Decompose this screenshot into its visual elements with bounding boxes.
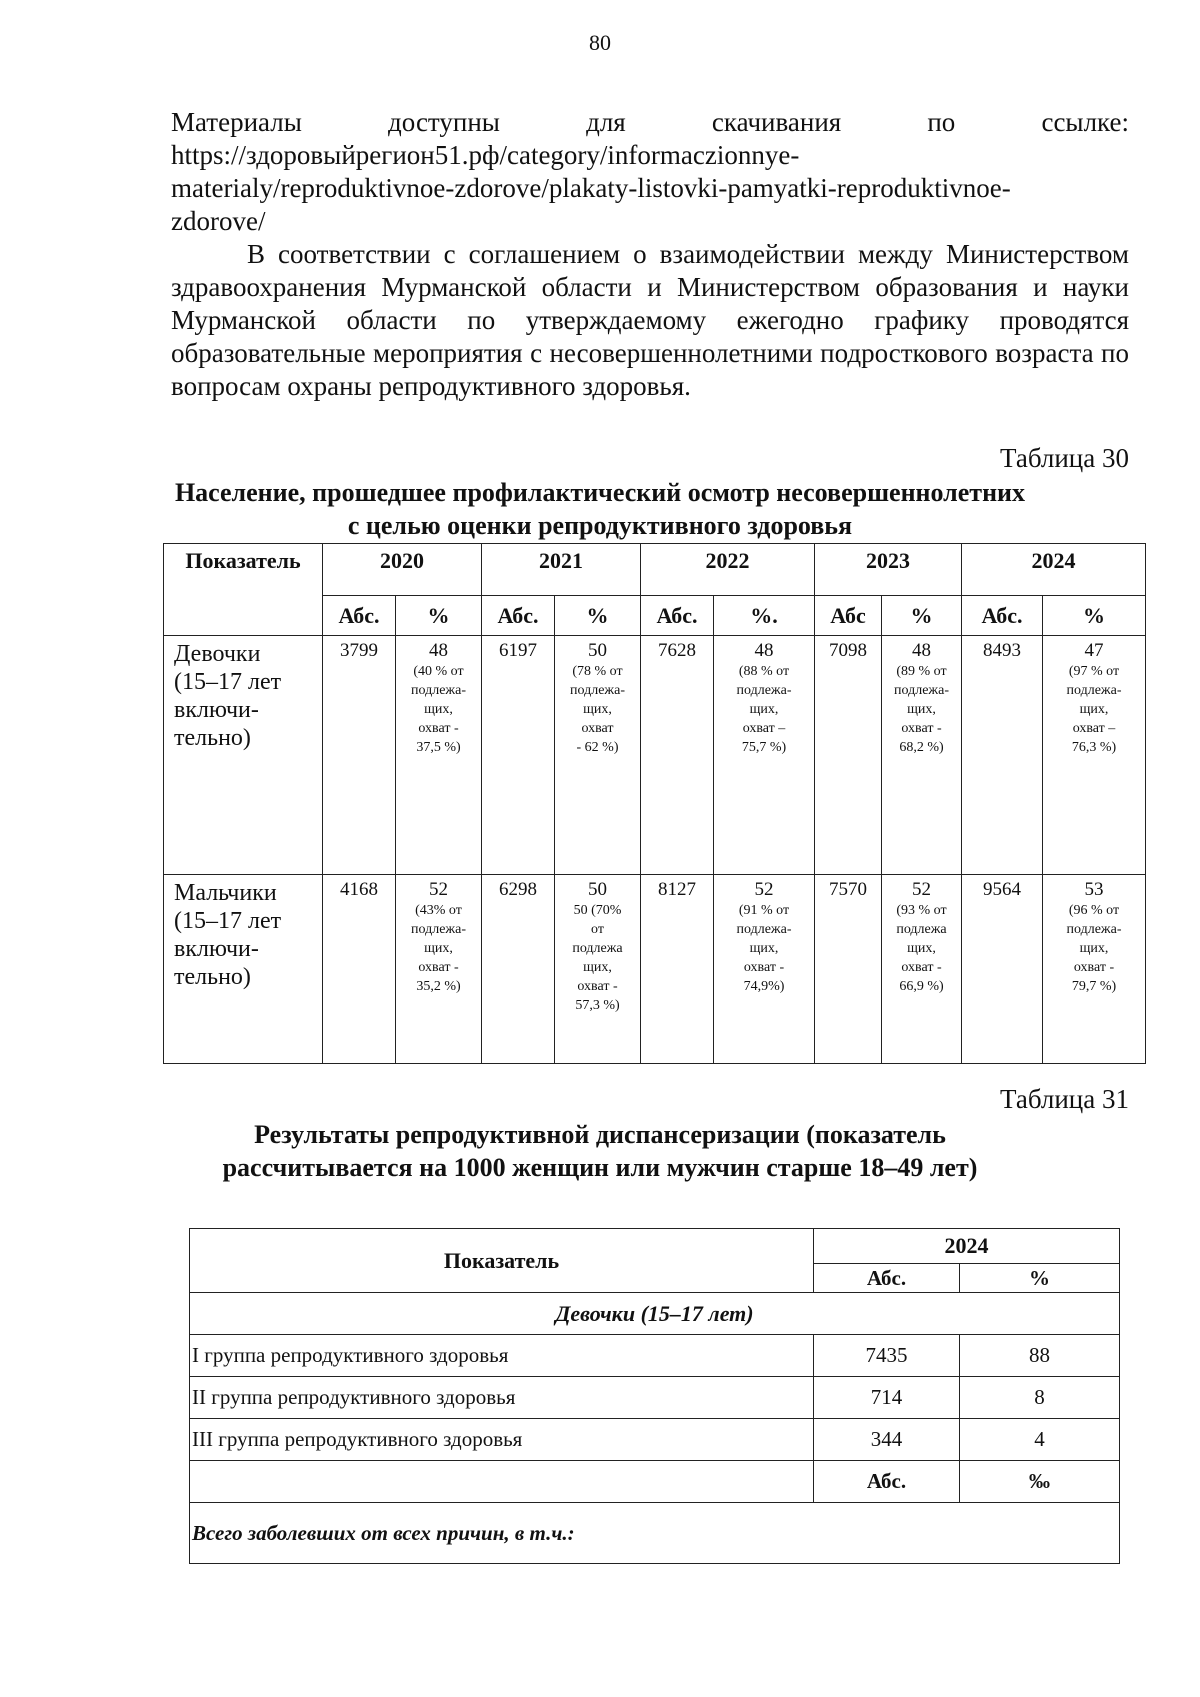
cell-pct [1043,636,1146,875]
pct-value: 52 [754,879,774,900]
table30-title-line2: с целью оценки репродуктивного здоровья [347,511,853,540]
intro-word: Материалы [171,107,302,137]
pct-value: 52 [912,879,931,900]
table30-subheader: % [555,596,641,636]
cell-pct: 4 [960,1419,1120,1461]
cell-pct [396,875,482,1064]
row-label: I группа репродуктивного здоровья [190,1335,814,1377]
cell-abs: 8493 [962,636,1043,875]
pct-note-line: охват - [418,721,459,736]
table30-subheader: %. [714,596,815,636]
pct-note-line: щих, [583,702,612,717]
cell-abs: 7628 [641,636,714,875]
pct-note-line: - 62 %) [576,740,619,755]
pct-note-line: подлежа- [411,922,466,937]
row-label-line: включи- [174,697,259,723]
pct-note-line: щих, [1079,702,1109,717]
table31-header-indicator: Показатель [190,1229,814,1293]
pct-note-line: 74,9%) [743,979,785,994]
table30-subheader: % [396,596,482,636]
cell-abs: 4168 [323,875,396,1064]
table31-subheader-abs: Абс. [814,1264,960,1293]
pct-note-line: охват - [1073,960,1115,975]
table-row [164,636,1146,875]
pct-note [729,662,799,757]
page-number: 80 [589,30,611,55]
table30-year-header: 2022 [641,544,815,596]
download-link-line-1[interactable]: https://здоровыйрегион51.рф/category/informaczionnye- [171,140,800,170]
pct-note-line: охват - [901,721,942,736]
pct-note-line: подлежа- [570,683,625,698]
table-row [190,1419,1120,1461]
table31-subheader-permille: ‰ [960,1461,1120,1503]
pct-note-line: (97 % от [1068,664,1120,679]
pct-note-line: подлежа [896,922,947,937]
pct-note-line: (40 % от [413,664,464,679]
table30 [163,543,1146,1064]
pct-note [729,901,799,996]
cell-pct [714,875,815,1064]
table31-total-row: Всего заболевших от всех причин, в т.ч.: [190,1503,1120,1564]
pct-note-line: подлежа- [411,683,466,698]
cell-abs: 8127 [641,875,714,1064]
table30-year-header: 2024 [962,544,1146,596]
cell-abs: 714 [814,1377,960,1419]
cell-pct [882,875,962,1064]
row-label-line: включи- [174,936,259,962]
pct-note-line: 76,3 %) [1071,740,1117,755]
pct-note [563,901,633,1015]
intro-word: для [586,107,626,137]
table30-subheader: Абс. [482,596,555,636]
pct-value: 48 [912,640,931,661]
pct-note-line: щих, [749,702,779,717]
pct-value: 48 [754,640,774,661]
intro-text [171,106,1129,403]
cell-pct: 8 [960,1377,1120,1419]
row-label [164,636,323,875]
pct-note-line: 57,3 %) [575,998,620,1013]
row-label-line: тельно) [174,725,251,751]
pct-note-line: охват - [743,960,785,975]
pct-note-line: (91 % от [738,903,790,918]
pct-note-line: охват – [1072,721,1116,736]
pct-note-line: (88 % от [738,664,790,679]
pct-note-line: 75,7 %) [741,740,787,755]
cell-pct [882,636,962,875]
table30-subheader: % [1043,596,1146,636]
pct-note-line: подлежа- [1066,922,1122,937]
pct-note [887,662,957,757]
table-row [190,1377,1120,1419]
table31-title-line2: рассчитывается на 1000 женщин или мужчин старше 18–49 лет) [222,1153,978,1182]
table30-subheader: Абс. [641,596,714,636]
row-label: II группа репродуктивного здоровья [190,1377,814,1419]
pct-note-line: (78 % от [572,664,623,679]
pct-note-line: щих, [583,960,612,975]
cell-pct [714,636,815,875]
pct-note-line: щих, [424,702,453,717]
pct-note-line: от [591,922,604,937]
pct-note-line: (96 % от [1068,903,1120,918]
pct-note-line: (43% от [415,903,462,918]
pct-note-line: щих, [907,702,936,717]
table30-header-indicator: Показатель [164,544,323,636]
table30-subheader: Абс [815,596,882,636]
pct-value: 52 [429,879,448,900]
intro-word: ссылке: [1041,107,1129,137]
cell-abs: 7098 [815,636,882,875]
cell-abs: 7570 [815,875,882,1064]
row-label [164,875,323,1064]
pct-note-line: щих, [749,941,779,956]
intro-word: доступны [388,107,500,137]
row-label-line: (15–17 лет [174,908,282,934]
download-link-line-2[interactable]: materialy/reproduktivnoe-zdorove/plakaty-listovki-pamyatki-reproduktivnoe- [171,173,1011,203]
intro-paragraph: В соответствии с соглашением о взаимодействии между Министерством здравоохранения Мурманской области и Министерством образования и науки Мурманской области по утверждаемому ежегодно графику проводятся образовательные мероприятия с несовершеннолетними подросткового возраста по вопросам охраны репродуктивного здоровья. [171,239,1129,401]
pct-note [1059,662,1129,757]
table30-year-header: 2023 [815,544,962,596]
cell-abs: 344 [814,1419,960,1461]
pct-note-line: подлежа [572,941,623,956]
pct-note-line: 68,2 %) [899,740,944,755]
cell-pct [555,636,641,875]
cell-abs: 6197 [482,636,555,875]
table31-section-girls: Девочки (15–17 лет) [190,1293,1120,1335]
pct-note-line: охват – [742,721,786,736]
row-label-line: (15–17 лет [174,669,282,695]
cell-pct: 88 [960,1335,1120,1377]
pct-note-line: щих, [907,941,936,956]
cell-abs: 9564 [962,875,1043,1064]
table31-subheader-abs-2: Абс. [814,1461,960,1503]
table30-label: Таблица 30 [1000,443,1129,473]
table30-title-line1: Население, прошедшее профилактический осмотр несовершеннолетних [174,478,1026,507]
pct-note-line: 50 (70% [573,903,622,918]
table-row [164,875,1146,1064]
pct-note-line: 37,5 %) [416,740,461,755]
table31-year-header: 2024 [814,1229,1120,1264]
cell-abs: 3799 [323,636,396,875]
table31-label: Таблица 31 [1000,1084,1129,1114]
pct-note-line: щих, [424,941,453,956]
pct-value: 53 [1084,879,1104,900]
cell-pct [1043,875,1146,1064]
pct-note-line: охват [581,721,614,736]
pct-note-line: 79,7 %) [1071,979,1117,994]
row-label-line: Девочки [174,641,261,667]
table30-year-header: 2021 [482,544,641,596]
cell-pct [555,875,641,1064]
pct-note-line: подлежа- [736,683,792,698]
pct-note [404,901,474,996]
table30-subheader: % [882,596,962,636]
pct-note-line: 35,2 %) [416,979,461,994]
pct-note [404,662,474,757]
cell-abs: 7435 [814,1335,960,1377]
pct-note-line: подлежа- [1066,683,1122,698]
pct-note-line: охват - [418,960,459,975]
pct-note [563,662,633,757]
cell-pct [396,636,482,875]
row-label-line: Мальчики [174,880,277,906]
pct-note-line: охват - [577,979,618,994]
pct-note-line: подлежа- [736,922,792,937]
pct-note [1059,901,1129,996]
table30-year-header: 2020 [323,544,482,596]
pct-note-line: 66,9 %) [899,979,944,994]
table-row [190,1335,1120,1377]
pct-value: 47 [1084,640,1104,661]
pct-note-line: щих, [1079,941,1109,956]
intro-line-1 [171,106,1129,139]
intro-word: по [927,107,956,137]
row-label-line: тельно) [174,964,251,990]
pct-note [887,901,957,996]
pct-value: 48 [429,640,448,661]
pct-value: 50 [588,879,607,900]
pct-note-line: подлежа- [894,683,949,698]
table30-subheader: Абс. [962,596,1043,636]
pct-value: 50 [588,640,607,661]
cell-abs: 6298 [482,875,555,1064]
table31-title-line1: Результаты репродуктивной диспансеризации (показатель [254,1120,946,1149]
download-link-line-3[interactable]: zdorove/ [171,206,266,236]
row-label: III группа репродуктивного здоровья [190,1419,814,1461]
table31 [189,1228,1120,1564]
intro-word: скачивания [711,107,842,137]
empty-cell [190,1461,814,1503]
table31-subheader-pct: % [960,1264,1120,1293]
pct-note-line: (89 % от [896,664,947,679]
pct-note-line: охват - [901,960,942,975]
table30-subheader: Абс. [323,596,396,636]
pct-note-line: (93 % от [896,903,947,918]
